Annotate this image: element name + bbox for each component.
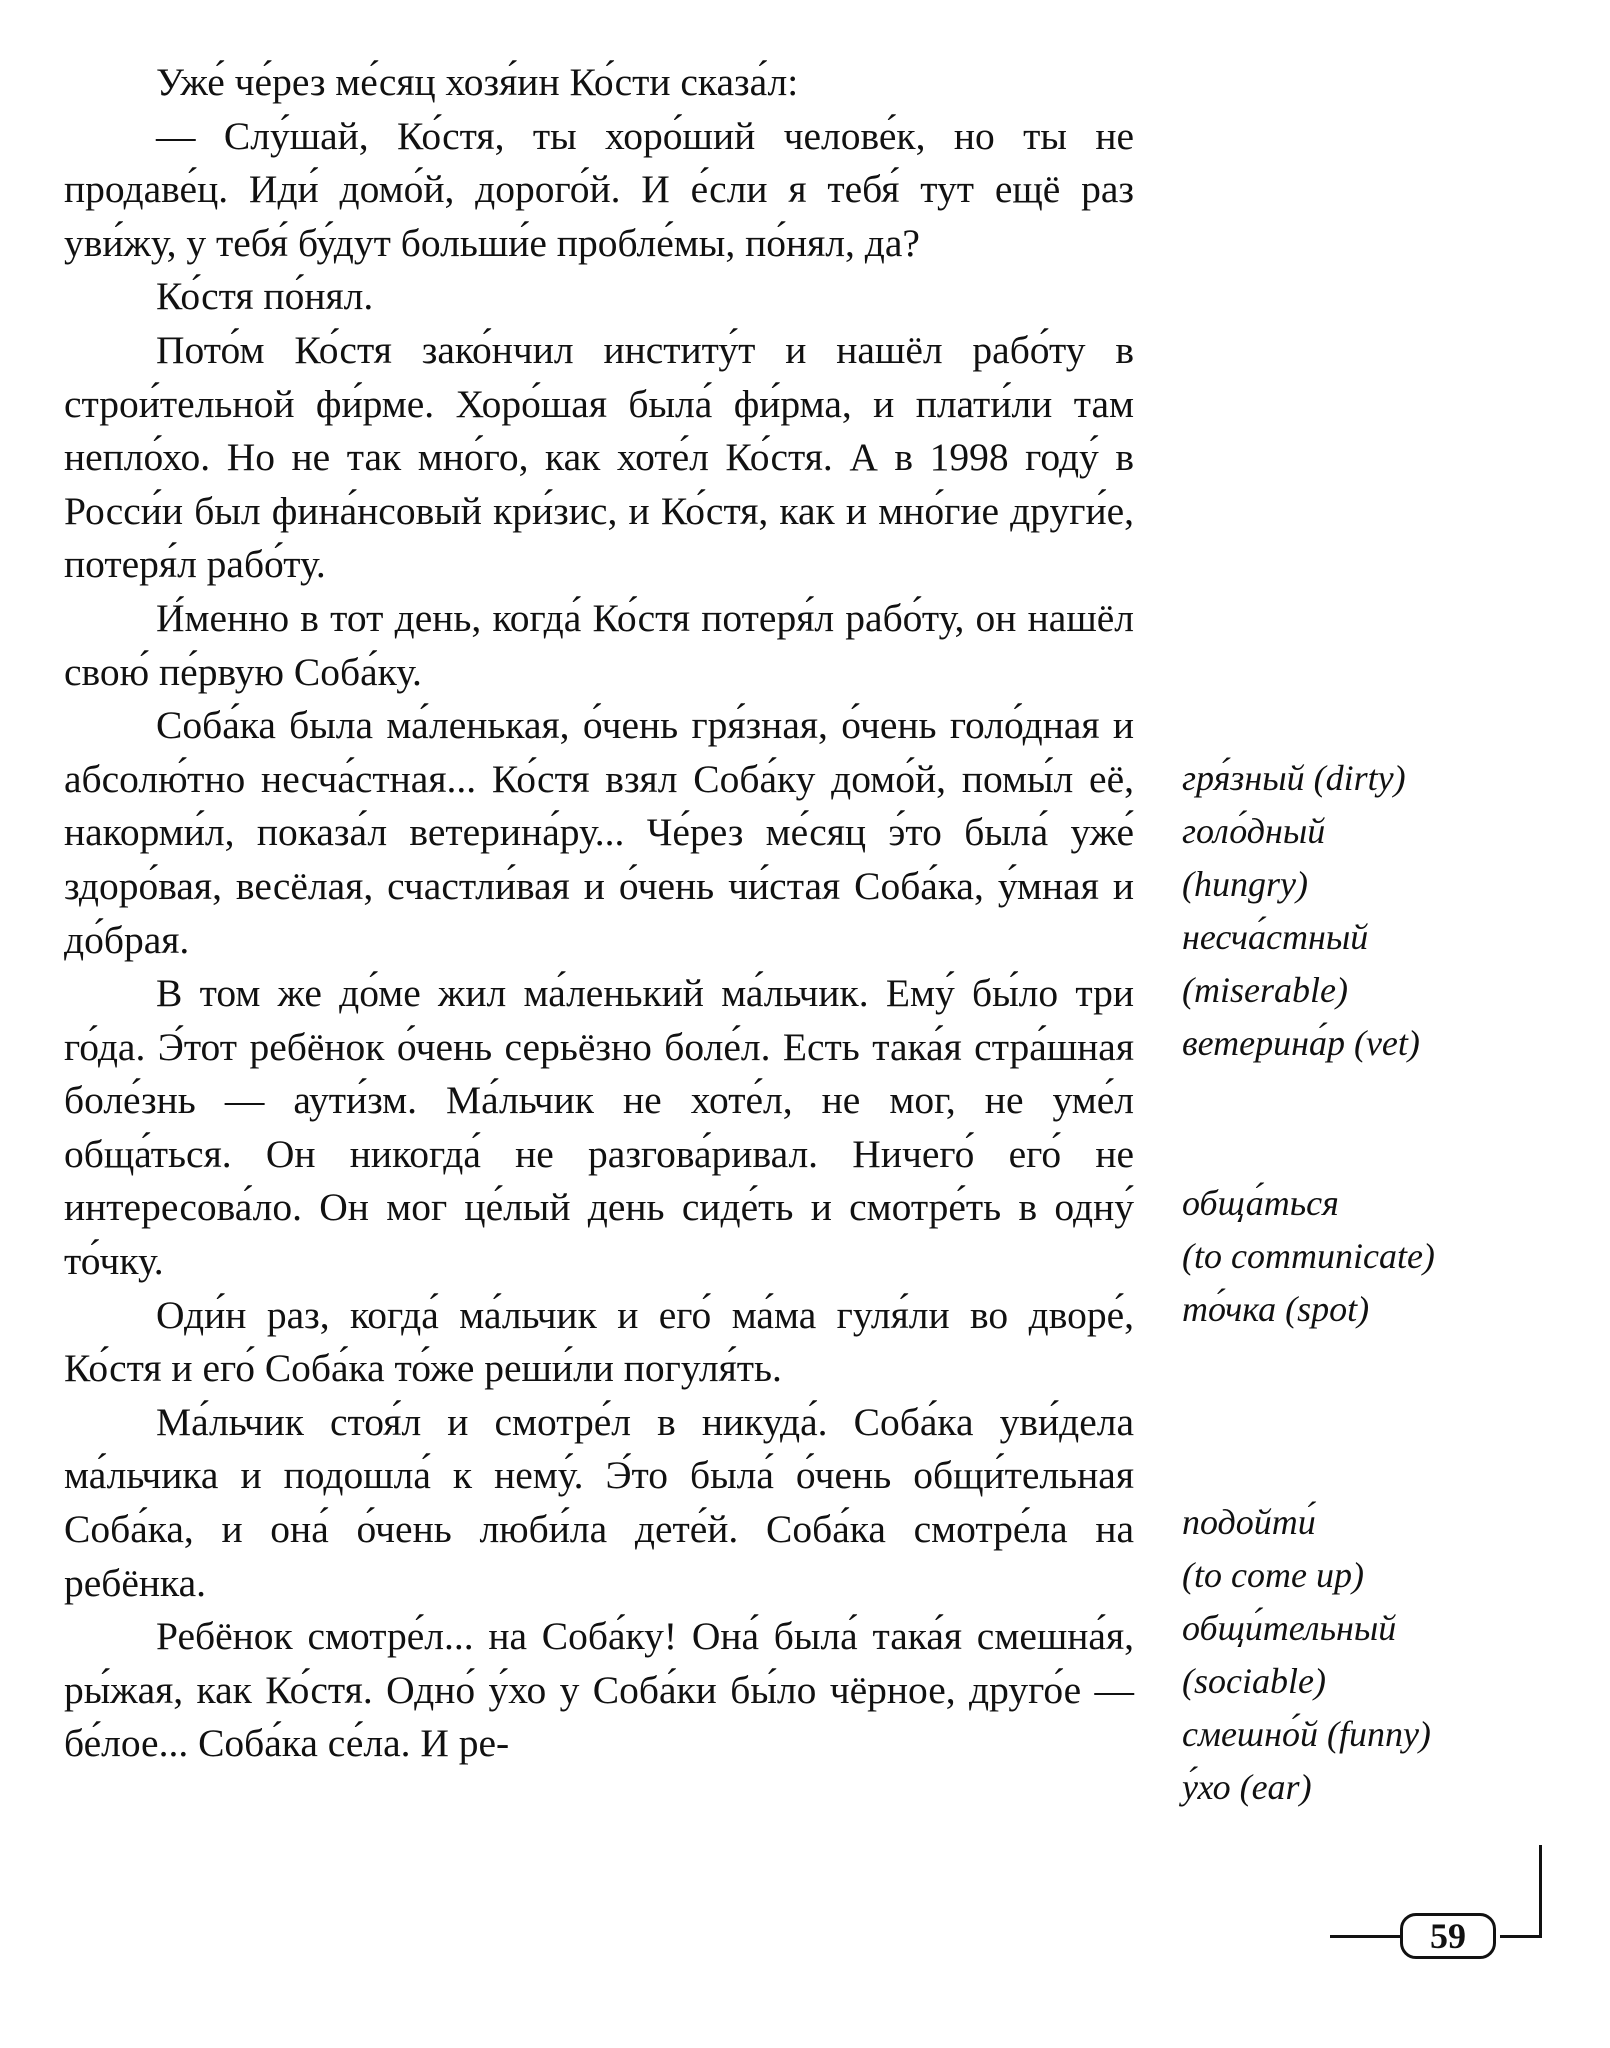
paragraph: Ма́льчик стоя́л и смотре́л в никуда́. Соба́ка уви́дела ма́льчика и подошла́ к нему́. Э́то была́ о́чень общи́тельная Соба́ка, и она́ о́чень люби́ла дете́й. Соба́ка смотре́ла на ребёнка. <box>64 1399 1134 1605</box>
main-text <box>64 56 1134 1771</box>
paragraph: Оди́н раз, когда́ ма́льчик и его́ ма́ма гуля́ли во дворе́, Ко́стя и его́ Соба́ка то́же реши́ли погуля́ть. <box>64 1292 1134 1391</box>
paragraph: Пото́м Ко́стя зако́нчил институ́т и нашёл рабо́ту в строи́тельной фи́рме. Хоро́шая была́ фи́рма, и плати́ли там непло́хо. Но не так мно́го, как хоте́л Ко́стя. А в 1998 году́ в Росси́и был фина́нсовый кри́зис, и Ко́стя, как и мно́гие други́е, потеря́л рабо́ту. <box>64 327 1134 587</box>
glossary-entry: обща́ться <box>1182 1183 1339 1223</box>
glossary-entry: несча́стный <box>1182 917 1369 957</box>
glossary-entry: у́хо (ear) <box>1182 1767 1312 1807</box>
page-number: 59 <box>1400 1913 1496 1959</box>
paragraph: Уже́ че́рез ме́сяц хозя́ин Ко́сти сказа́л: <box>156 60 799 104</box>
glossary-entry: подойти́ <box>1182 1502 1316 1542</box>
glossary-entry: (sociable) <box>1182 1661 1326 1701</box>
glossary-entry: (miserable) <box>1182 970 1348 1010</box>
glossary-entry: то́чка (spot) <box>1182 1289 1370 1329</box>
glossary-entry: общи́тельный <box>1182 1608 1397 1648</box>
glossary-entry: (hungry) <box>1182 864 1308 904</box>
page-number-ornament <box>1330 1845 1550 1965</box>
paragraph: — Слу́шай, Ко́стя, ты хоро́ший челове́к, но ты не продаве́ц. Иди́ домо́й, дорого́й. И е́сли я тебя́ тут ещё раз уви́жу, у тебя́ бу́дут больши́е пробле́мы, по́нял, да? <box>64 113 1134 265</box>
glossary-entry: (to come up) <box>1182 1555 1364 1595</box>
paragraph: И́менно в тот день, когда́ Ко́стя потеря́л рабо́ту, он нашёл свою́ пе́рвую Соба́ку. <box>64 595 1134 694</box>
paragraph: Ребёнок смотре́л... на Соба́ку! Она́ была́ така́я смешна́я, ры́жая, как Ко́стя. Одно́ у́хо у Соба́ки бы́ло чёрное, друго́е — бе́лое... Соба́ка се́ла. И ре- <box>64 1614 1134 1766</box>
glossary-entry: смешно́й (funny) <box>1182 1714 1431 1754</box>
ornament-vertical-line <box>1539 1845 1542 1937</box>
paragraph: Ко́стя по́нял. <box>156 274 374 319</box>
glossary-entry: гря́зный (dirty) <box>1182 758 1406 798</box>
ornament-right-line <box>1500 1935 1542 1938</box>
paragraph: Соба́ка была ма́ленькая, о́чень гря́зная, о́чень голо́дная и абсолю́тно несча́стная... Ко́стя взял Соба́ку домо́й, помы́л её, накорми́л, показа́л ветерина́ру... Че́рез ме́сяц э́то была́ уже́ здоро́вая, весёлая, счастли́вая и о́чень чи́стая Соба́ка, у́мная и до́брая. <box>64 703 1134 962</box>
glossary-entry: (to communicate) <box>1182 1236 1435 1276</box>
paragraph: В том же до́ме жил ма́ленький ма́льчик. Ему́ бы́ло три го́да. Э́тот ребёнок о́чень серьёзно боле́л. Есть така́я стра́шная боле́знь — аути́зм. Ма́льчик не хоте́л, не мог, не уме́л обща́ться. Он никогда́ не разгова́ривал. Ничего́ его́ не интересова́ло. Он мог це́лый день сиде́ть и смотре́ть в одну́ то́чку. <box>64 971 1134 1284</box>
glossary-entry: голо́дный <box>1182 811 1326 851</box>
glossary-entry: ветерина́р (vet) <box>1182 1023 1420 1063</box>
ornament-left-line <box>1330 1935 1400 1938</box>
